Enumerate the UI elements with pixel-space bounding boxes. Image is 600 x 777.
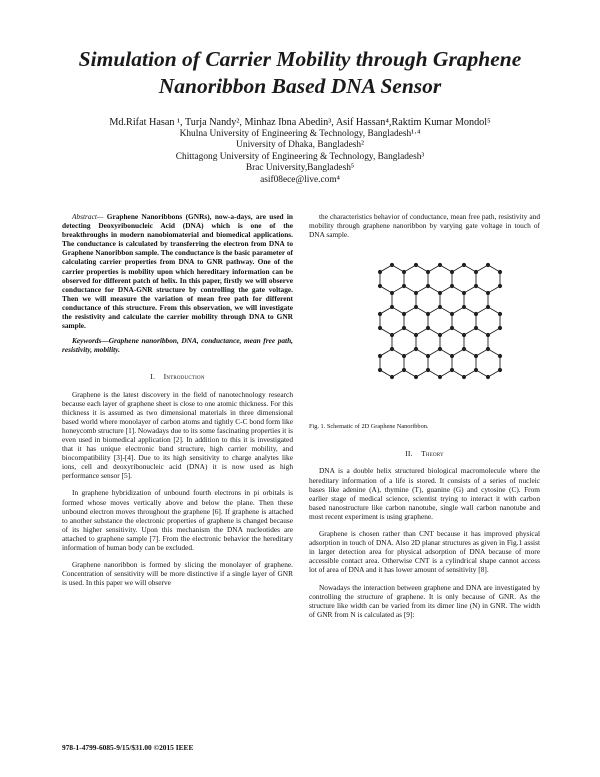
section-1-number: I.: [150, 372, 156, 382]
carbon-atom: [450, 270, 454, 274]
carbon-atom: [402, 368, 406, 372]
intro-continuation: the characteristics behavior of conductance, mean free path, resistivity and mobility through graphene nanoribbon by varying gate voltage in touch of DNA sample.: [309, 212, 540, 240]
graphene-nanoribbon-figure: [372, 258, 504, 390]
abstract-text: Graphene Nanoribbons (GNRs), now-a-days, are used in detecting Deoxyribonucleic Acid (DNA) which is one of the breakthroughs in modern nanobiomaterial and biomedical applications. The conductance is calculated by transferring the electron from DNA to Graphene Nanoribbon sample. The conductance is the basic parameter of calculating carrier properties from DNA to GNR pathway. One of the carrier properties is mobility upon which hereditary information can be observed for different patch of helix. In this paper, firstly we will observe conductance for DNA-GNR structure by controlling the gate voltage. Then we will measure the variation of mean free path for different conductance of this structure. From this observation, we will investigate the resistivity and calculate the carrier mobility through DNA to GNR sample.: [62, 212, 293, 331]
intro-paragraph-2: In graphene hybridization of unbound fourth electrons in pi orbitals is formed whose moves vertically above and below the plane. Then these unbound electron moves throughout the graphene [6]. If graphene is attached to another substance the electronic properties of graphene is changed because of its higher sensitivity. Upon this mechanism the DNA nucleotides are attached to graphene sample [7]. From the electronic behavior the hereditary information of human body can be excluded.: [62, 488, 293, 552]
carbon-atom: [498, 284, 502, 288]
carbon-atom: [390, 291, 394, 295]
section-2-number: II.: [405, 449, 413, 459]
carbon-atom: [438, 305, 442, 309]
theory-paragraph-1: DNA is a double helix structured biological macromolecule where the hereditary information of a life is stored. It consists of a series of nucleic bases like adenine (A), thymine (T), guanine (G) and cytosine (C). From earlier stage of medical science, scientist trying to interact it with carbon based nanostructure like carbon nanotube, single wall carbon nanotube and most recent experiment is using graphene.: [309, 466, 540, 521]
carbon-atom: [402, 354, 406, 358]
intro-paragraph-1: Graphene is the latest discovery in the field of nanotechnology research because each layer of graphene sheet is close to one atomic thickness. For this thickness it is assumed as two dimensional materials in three dimensional based world where monolayer of carbon atoms and tightly C-C bond form like honeycomb structure [1]. Nowadays due to its some fascinating properties it is even used in biomedical application [2]. In addition to this it is investigated that it has unique electronic band structure, high carrier mobility, and biocompatibility [3]-[4]. Due to its high sensitivity to charge analytes like ions, cell and deoxyribonucleic acid (DNA) it is now used as high performance sensor [5].: [62, 389, 293, 481]
carbon-atom: [450, 284, 454, 288]
carbon-atom: [426, 284, 430, 288]
carbon-atom: [462, 305, 466, 309]
carbon-atom: [462, 291, 466, 295]
copyright-footer: 978-1-4799-6085-9/15/$31.00 ©2015 IEEE: [62, 743, 194, 752]
carbon-atom: [462, 263, 466, 267]
carbon-atom: [414, 347, 418, 351]
carbon-atom: [378, 368, 382, 372]
carbon-atom: [378, 326, 382, 330]
carbon-atom: [378, 354, 382, 358]
carbon-atom: [426, 312, 430, 316]
carbon-atom: [378, 312, 382, 316]
carbon-atoms: [378, 263, 502, 379]
carbon-atom: [402, 312, 406, 316]
carbon-atom: [474, 270, 478, 274]
theory-paragraph-3: Nowadays the interaction between graphene and DNA are investigated by controlling the structure of graphene. It is only because of GNR. As the structure like width can be varied from its dimer line (N) in GNR. The width of GNR from N is calculated as [9]:: [309, 582, 540, 619]
carbon-atom: [474, 326, 478, 330]
carbon-atom: [498, 354, 502, 358]
carbon-atom: [438, 375, 442, 379]
carbon-atom: [390, 375, 394, 379]
carbon-atom: [390, 263, 394, 267]
carbon-atom: [414, 263, 418, 267]
section-1-heading: [62, 372, 293, 381]
carbon-atom: [438, 333, 442, 337]
carbon-atom: [474, 312, 478, 316]
graphene-lattice-bonds: [380, 265, 500, 377]
carbon-atom: [486, 263, 490, 267]
carbon-atom: [486, 347, 490, 351]
abstract-label: Abstract—: [72, 212, 104, 221]
carbon-atom: [486, 291, 490, 295]
title-line-2: Nanoribbon Based DNA Sensor: [158, 74, 442, 98]
author-block: [60, 117, 540, 186]
carbon-atom: [474, 284, 478, 288]
carbon-atom: [498, 270, 502, 274]
carbon-atom: [390, 333, 394, 337]
section-1-title: Introduction: [163, 372, 205, 382]
affiliation-1: Khulna University of Engineering & Technology, Bangladesh¹·⁴: [179, 129, 421, 139]
carbon-atom: [486, 375, 490, 379]
carbon-atom: [414, 375, 418, 379]
left-column: [62, 212, 293, 595]
affiliation-2: University of Dhaka, Bangladesh²: [236, 140, 364, 151]
affiliation-4: Brac University,Bangladesh⁵: [245, 163, 355, 174]
carbon-atom: [426, 270, 430, 274]
carbon-atom: [438, 263, 442, 267]
carbon-atom: [402, 326, 406, 330]
title-line-1: Simulation of Carrier Mobility through Graphene: [78, 47, 522, 71]
figure-1-caption: Fig. 1. Schematic of 2D Graphene Nanoribbon.: [309, 423, 429, 431]
carbon-atom: [390, 305, 394, 309]
carbon-atom: [450, 368, 454, 372]
carbon-atom: [414, 291, 418, 295]
section-2-heading: [309, 449, 540, 458]
carbon-atom: [426, 368, 430, 372]
abstract: [62, 212, 293, 330]
carbon-atom: [438, 347, 442, 351]
carbon-atom: [474, 368, 478, 372]
carbon-atom: [486, 333, 490, 337]
carbon-atom: [450, 326, 454, 330]
carbon-atom: [498, 326, 502, 330]
carbon-atom: [450, 354, 454, 358]
section-2-title: Theory: [421, 449, 444, 459]
carbon-atom: [426, 354, 430, 358]
carbon-atom: [438, 291, 442, 295]
carbon-atom: [390, 347, 394, 351]
carbon-atom: [414, 305, 418, 309]
carbon-atom: [414, 333, 418, 337]
carbon-atom: [498, 312, 502, 316]
carbon-atom: [474, 354, 478, 358]
author-email: asif08ece@live.com⁴: [260, 174, 340, 185]
carbon-atom: [450, 312, 454, 316]
carbon-atom: [462, 375, 466, 379]
carbon-atom: [426, 326, 430, 330]
carbon-atom: [498, 368, 502, 372]
theory-paragraph-2: Graphene is chosen rather than CNT because it has improved physical adsorption in touch of DNA. Also 2D planar structures as given in Fig.1 assist in larger detection area for physical adsorption of DNA because of more accessible contact area. Otherwise CNT is a cylindrical shape cannot access lot of area of DNA and it has lower amount of sensitivity [8].: [309, 529, 540, 575]
carbon-atom: [462, 333, 466, 337]
carbon-atom: [378, 270, 382, 274]
keywords: Keywords—Graphene nanoribbon, DNA, conductance, mean free path, resistivity, mobility.: [62, 336, 293, 355]
carbon-atom: [486, 305, 490, 309]
paper-title: [40, 46, 560, 100]
affiliation-3: Chittagong University of Engineering & Technology, Bangladesh³: [175, 151, 425, 162]
intro-paragraph-3: Graphene nanoribbon is formed by slicing the monolayer of graphene. Concentration of sensitivity will be more distinctive if a single layer of GNR is used. In this paper we will observe: [62, 560, 293, 588]
carbon-atom: [402, 270, 406, 274]
carbon-atom: [378, 284, 382, 288]
author-names: Md.Rifat Hasan ¹, Turja Nandy², Minhaz Ibna Abedin³, Asif Hassan⁴,Raktim Kumar Mondol⁵: [109, 117, 491, 128]
carbon-atom: [402, 284, 406, 288]
carbon-atom: [462, 347, 466, 351]
